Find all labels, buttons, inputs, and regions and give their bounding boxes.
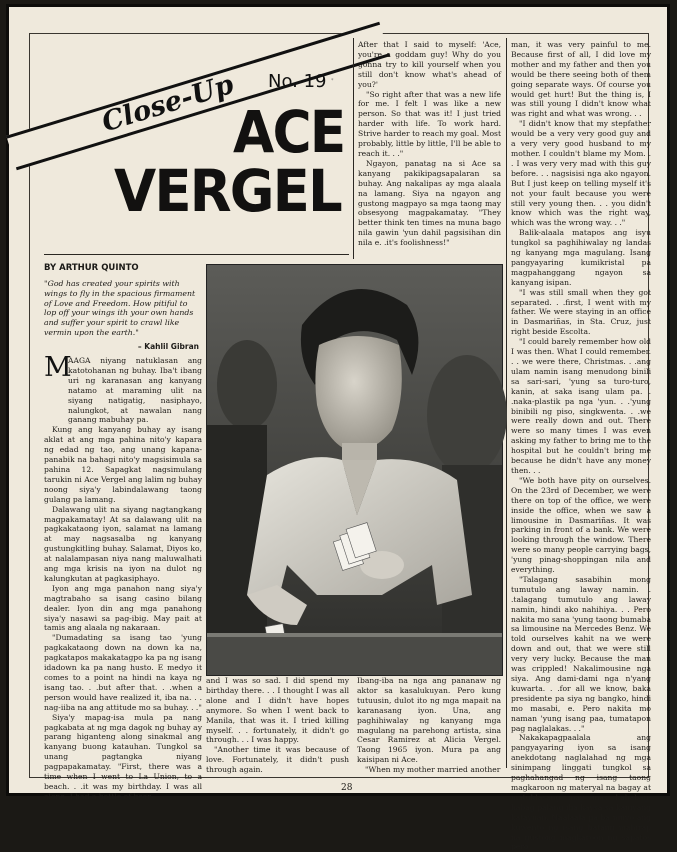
paragraph: "Another time it was because of love. Fortunately, it didn't push through again. xyxy=(206,745,349,775)
print-mark: * xyxy=(331,78,334,84)
paragraph: "Talagang sasabihin mong tumutulo ang laway namin. . .talagang tumutulo ang laway namin, hindi ako nahihiya. . . Pero nakita mo sana 'yung taong bumaba sa limousine na Mercedes Benz. We told ourselves kahit na we were down and out, that we were still very very lucky. Because the man was crippled! Nakalimousine nga siya. Ang dami-dami nga n'yang kuwarta. . .for all we know, baka presidente pa siya ng bangko, hindi mo masabi, e. Pero nakita mo naman 'yung isang paa, tumatapon pag naglalakas. . ." xyxy=(511,574,651,733)
paragraph: "We both have pity on ourselves. On the 23rd of December, we were there on top of the office, we were inside the office, when we saw a limousine in Dasmariñas. It was parking in front of a bank. We were looking through the window. There were so many people carrying bags, 'yung pinag-shoppingan nila and everything. xyxy=(511,475,651,575)
byline: BY ARTHUR QUINTO xyxy=(44,263,139,273)
paragraph: "I could barely remember how old I was then. What I could remember. . . we were there, Christmas. . .ang ulam namin isang menudong binili sa sari-sari, 'yung sa turo-turo, kanin, at saka isang ulam pa. . .naka-plastik pa nga 'yun. . .'yung binibili ng piso, singkwenta. . .we were really down and out. There were so many times I was even asking my father to bring me to the hospital but he couldn't bring me because he didn't have any money then. . . xyxy=(511,337,651,475)
paragraph: Balik-alaala matapos ang isyu tungkol sa paghihiwalay ng landas ng kanyang mga magulang. Isang pangyayaring kumikristal pa magpahanggang ngayon sa kanyang isipan. xyxy=(511,228,651,287)
article-column-1 xyxy=(44,352,202,801)
article-column-3-bottom xyxy=(357,676,501,774)
headline-underline xyxy=(44,254,349,255)
paragraph: "I was still small when they got separated. . .first, I went with my father. We were staying in an office in Dasmariñas, in Sta. Cruz, just right beside Escolta. xyxy=(511,287,651,337)
headline-first-name: ACE xyxy=(233,98,345,166)
drop-cap: M xyxy=(44,352,72,383)
paragraph: "Dumadating sa isang tao 'yung pagkakataong down na down ka na, pagkatapos makakatagpo ka pa ng isang idadown ka pa nang husto. E medyo it comes to a point na hindi na kaya ng isang tao. . .but after that. . .when a person would have realized it, iba na. . . nag-iiba na ang attitude mo sa buhay. . ." xyxy=(44,633,202,712)
paragraph: Siya'y mapag-isa mula pa nang pagkabata at ng mga dagok ng buhay ay parang higanteng along sinakmal ang kanyang buong katauhan. Tungkol sa unang pagtangka niyang pagpapakamatay. "First, there was a time when I went to La Union, to a beach. . .it was my birthday. I was all alone. I had a bottle of beer xyxy=(44,712,202,801)
article-column-4 xyxy=(511,40,651,852)
headline-last-name: VERGEL xyxy=(114,157,341,225)
magazine-page xyxy=(6,4,670,852)
paragraph: Nakakapagpaalala ang pangyayaring iyon sa isang anekdotang naglalahad ng mga sinimpang linggati tungkol sa paghahangad ng isang taong magkaroon ng materyal na bagay at matuklasang may mas kahabag-habag palang iba kaysa sa kaniyang katayuan. Naalaala pa ba ninyo ang kuwento ng isang batang mahirap na gustong magkaroon ng sapatos pero xyxy=(511,733,651,852)
paragraph: Kung ang kanyang buhay ay isang aklat at ang mga pahina nito'y kapara ng edad ng tao, ang unang kapana-panabik na bahagi nito'y magsisimula sa pahina 12. Sapagkat nagsimulang tarukin ni Ace Vergel ang lalim ng buhay noong siya'y labindalawang taong gulang pa lamang. xyxy=(44,425,202,504)
paragraph: "So right after that was a new life for me. I felt I was like a new person. So that was it! I just tried harder with life. To work hard. Strive harder to reach my goal. Most probably, little by little, I'll be able to reach it. . ." xyxy=(358,89,501,158)
article-column-2-top xyxy=(358,40,501,257)
paragraph: and I was so sad. I did spend my birthday there. . . I thought I was all alone and I didn't have hopes anymore. So when I went back to Manila, that was it. I tried killing myself. . . fortunately, it didn't go through. . . I was happy. xyxy=(206,676,349,745)
epigraph-quote: "God has created your spirits with wings to fly in the spacious firmament of Love and Freedom. How pitiful to lop off your wings ith your own hands and suffer your spirit to crawl like vermin upon the earth." xyxy=(44,279,196,337)
article-photo xyxy=(206,264,503,676)
paragraph: Ibang-iba na nga ang pananaw ng aktor sa kasalukuyan. Pero kung tutuusin, dulot ito ng mga mapait na karanasang iyon. Una, ang paghihiwalay ng kanyang mga magulang na parehong artista, sina Cesar Ramirez at Alicia Vergel. Taong 1965 iyon. Mura pa ang kaisipan ni Ace. xyxy=(357,676,501,765)
paragraph: "I didn't know that my stepfather would be a very very good guy and a very very good husband to my mother. I couldn't blame my Mom. . . I was very very mad with this guy before. . . nagsisisi nga ako ngayon. But I just keep on telling myself it's not your fault because you were still very young then. . . you didn't know which was the right way, which was the wrong way. . ." xyxy=(511,119,651,228)
article-column-2-bottom xyxy=(206,676,349,774)
paragraph: man, it was very painful to me. Because first of all, I did love my mother and my father and then you would be there seeing both of them going separate ways. Of course you would get hurt! But the thing is, I was still young I didn't know what was right and what was wrong. . . xyxy=(511,40,651,119)
paragraph: Dalawang ulit na siyang nagtangkang magpakamatay! At sa dalawang ulit na pagkakataong iyon, salamat na lamang at may nagsasalba ng kanyang gustungkitling buhay. Salamat, Diyos ko, at nalalampasan niya nang maluwalhati ang mga krisis na iyon na dulot ng kalungkutan at pagkasiphayo. xyxy=(44,504,202,583)
paragraph: After that I said to myself: 'Ace, you're a goddam guy! Why do you gonna try to kill yourself when you still don't know what's ahead of you?' xyxy=(358,40,501,89)
paragraph: Iyon ang mga panahon nang siya'y magtrabaho sa isang casino bilang dealer. Iyon din ang mga panahong siya'y nasawi sa pag-ibig. May pait at tamis ang alaala ng nakaraan. xyxy=(44,583,202,633)
lead-paragraph: AAGA niyang natuklasan ang katotohanan ng buhay. Iba't ibang uri ng karanasan ang kanyang natamo at maraming ulit na siyang natigatig, nasiphayo, nalungkot, at nawalan nang ganang mabuhay pa. xyxy=(68,356,202,425)
page-number: 28 xyxy=(341,783,353,793)
column-rule xyxy=(353,38,354,259)
paragraph: Ngayon, panatag na si Ace sa kanyang pakikipagsapalaran sa buhay. Ang nakalipas ay mga alaala na lamang. Siya na ngayon ang gustong magpayo sa mga taong may obsesyong magpakamatay. "They better think ten times na muna bago nila gawin 'yun dahil pagsisihan din nila e. .it's foolishness!" xyxy=(358,158,501,248)
paragraph: "When my mother married another xyxy=(365,765,501,775)
epigraph-attribution: – Kahlil Gibran xyxy=(137,342,199,351)
photo-ace-vergel-dealing-cards xyxy=(207,265,502,675)
article-number: No. 19 xyxy=(268,71,327,92)
section-title: Close-Up xyxy=(98,68,238,139)
